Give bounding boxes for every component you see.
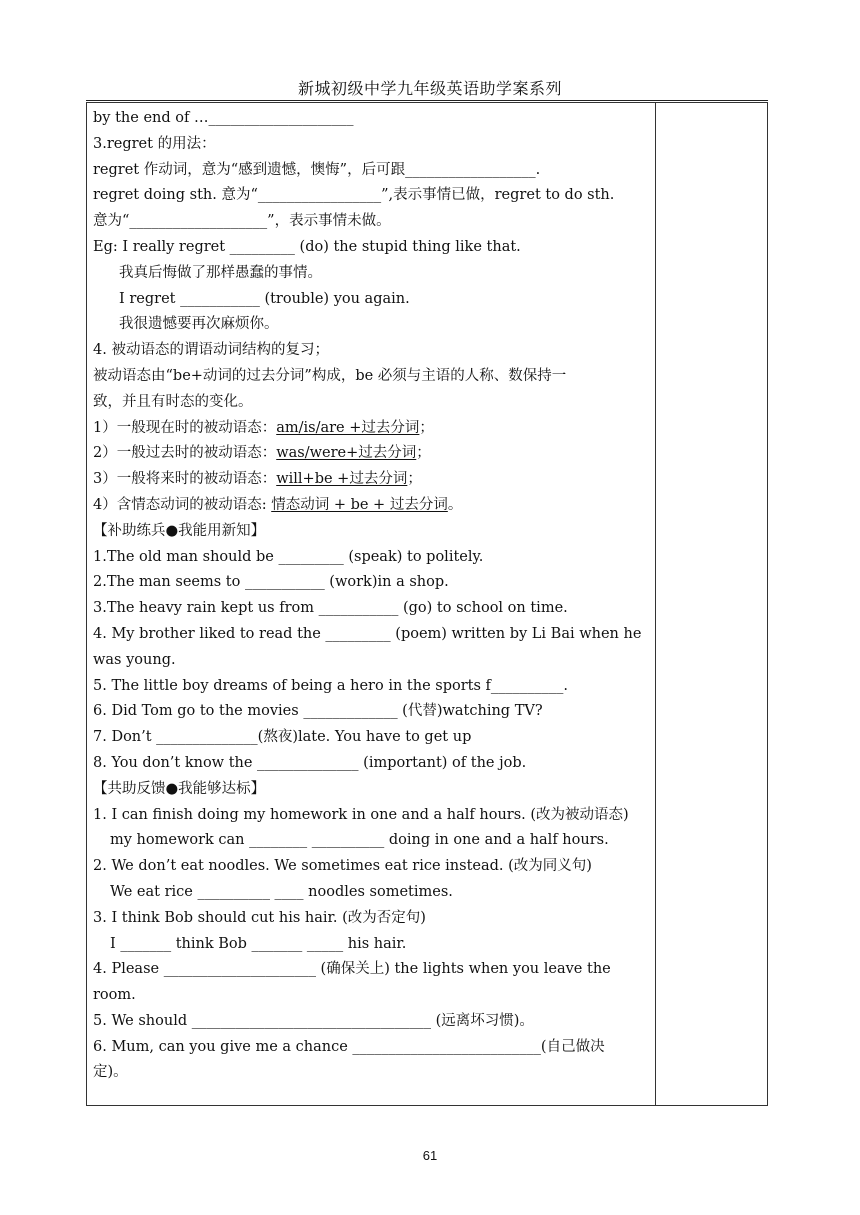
text-line: 致，并且有时态的变化。: [93, 393, 253, 410]
text-line: regret doing sth. 意为“_________________”,表示事情已做，regret to do sth.: [93, 187, 615, 204]
page-number: 61: [422, 1148, 438, 1163]
rule-punct: ；: [407, 471, 422, 488]
text-line: by the end of …____________________: [93, 110, 354, 126]
text-line: 意为“___________________”，表示事情未做。: [93, 213, 391, 230]
example-translation: 我真后悔做了那样愚蠢的事情。: [119, 264, 322, 281]
example-sentence: I regret ___________ (trouble) you again.: [119, 290, 410, 307]
exercise-item: 6. Did Tom go to the movies _____________ (代替)watching TV?: [93, 703, 543, 720]
rule-punct: ；: [416, 445, 431, 462]
section-heading-feedback: 【共助反馈●我能够达标】: [93, 780, 266, 797]
exercise-answer-line: I _______ think Bob _______ _____ his hair.: [110, 935, 407, 952]
rule-past: [93, 441, 649, 467]
exercise-item: 5. We should _________________________________ (远离坏习惯)。: [93, 1012, 534, 1029]
exercise-item-cont: was young.: [93, 651, 176, 668]
rule-label: 1）一般现在时的被动语态：: [93, 419, 277, 436]
example-translation: 我很遗憾要再次麻烦你。: [119, 316, 279, 333]
exercise-item-cont: 定)。: [93, 1064, 128, 1081]
exercise-answer-line: We eat rice __________ ____ noodles sometimes.: [110, 883, 453, 900]
exercise-item: 2. We don’t eat noodles. We sometimes eat rice instead. (改为同义句): [93, 858, 592, 875]
worksheet-table: [86, 102, 768, 1106]
rule-future: [93, 467, 649, 493]
page-header-title: 新城初级中学九年级英语助学案系列: [297, 79, 562, 98]
text-line: 被动语态由“be+动词的过去分词”构成，be 必须与主语的人称、数保持一: [93, 367, 567, 384]
section-heading-practice: 【补助练兵●我能用新知】: [93, 522, 266, 539]
main-content-cell: [93, 106, 649, 1086]
header-rule: [86, 100, 768, 101]
exercise-item: 4. Please _____________________ (确保关上) the lights when you leave the: [93, 961, 611, 978]
column-divider: [655, 103, 656, 1105]
rule-formula: 情态动词 + be + 过去分词: [271, 496, 448, 513]
exercise-item: 1. I can finish doing my homework in one and a half hours. (改为被动语态): [93, 806, 629, 823]
section-heading-regret: 3.regret 的用法：: [93, 135, 216, 152]
rule-formula: was/were+过去分词: [276, 445, 417, 462]
rule-punct: 。: [447, 496, 463, 513]
exercise-item: 8. You don’t know the ______________ (important) of the job.: [93, 754, 527, 771]
exercise-item: 6. Mum, can you give me a chance __________________________(自己做决: [93, 1038, 605, 1055]
rule-punct: ；: [419, 419, 434, 436]
exercise-answer-line: my homework can ________ __________ doing in one and a half hours.: [110, 832, 609, 849]
rule-label: 3）一般将来时的被动语态：: [93, 471, 277, 488]
exercise-item-cont: room.: [93, 987, 136, 1004]
exercise-item: 3. I think Bob should cut his hair. (改为否定句): [93, 909, 426, 926]
section-heading-passive: 4. 被动语态的谓语动词结构的复习；: [93, 342, 329, 359]
rule-formula: will+be +过去分词: [276, 471, 408, 488]
exercise-item: 1.The old man should be _________ (speak) to politely.: [93, 548, 484, 565]
rule-label: 4）含情态动词的被动语态:: [93, 496, 272, 513]
rule-formula: am/is/are +过去分词: [276, 419, 420, 436]
text-line: regret 作动词，意为“感到遗憾，懊悔”，后可跟__________________.: [93, 161, 541, 178]
exercise-item: 4. My brother liked to read the _________ (poem) written by Li Bai when he: [93, 625, 642, 642]
example-sentence: Eg: I really regret _________ (do) the stupid thing like that.: [93, 238, 521, 255]
rule-present: [93, 416, 649, 442]
exercise-item: 7. Don’t ______________(熬夜)late. You have to get up: [93, 729, 472, 746]
exercise-item: 2.The man seems to ___________ (work)in a shop.: [93, 574, 449, 591]
exercise-item: 3.The heavy rain kept us from ___________ (go) to school on time.: [93, 600, 568, 617]
exercise-item: 5. The little boy dreams of being a hero in the sports f__________.: [93, 677, 569, 694]
rule-modal: [93, 493, 649, 519]
rule-label: 2）一般过去时的被动语态：: [93, 445, 277, 462]
